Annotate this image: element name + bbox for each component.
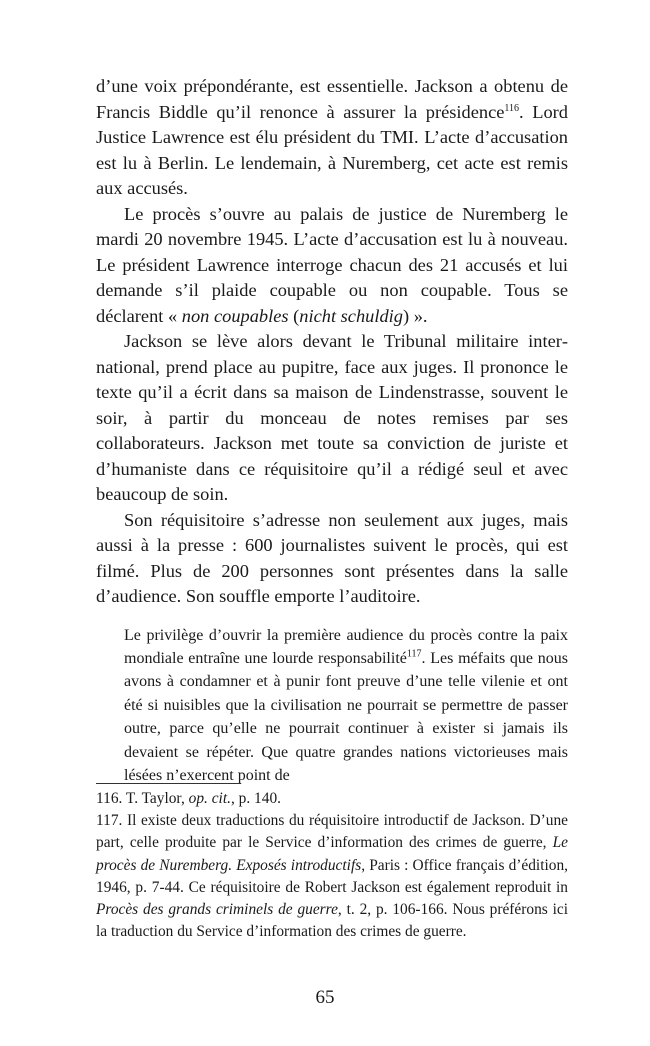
footnote-ref-116: 116: [504, 102, 520, 114]
footnote-117-text-c: , t. 2, p. 106-166. Nous préférons ici la traduction du Service d’information des crimes de guerre.: [96, 901, 568, 941]
paragraph-2-text-b: ) ».: [402, 305, 428, 326]
body-text: [96, 74, 568, 787]
footnote-ref-117: 117: [406, 648, 422, 660]
paragraph-1-text-b: . Lord Justice Lawrence est élu président du TMI. L’acte d’accusation est lu à Berlin. Le lendemain, à Nuremberg, cet acte est remis aux accusés.: [96, 101, 568, 198]
paragraph-3: Jackson se lève alors devant le Tribunal militaire international, prend place au pupitre, face aux juges. Il prononce le texte qu’il a écrit dans sa maison de Lindenstrasse, souvent le soir, à partir du monceau de notes remises par ses collaborateurs. Jackson met toute sa conviction de juriste et d’humaniste dans ce réquisitoire qu’il a rédigé seul et avec beaucoup de soin.: [96, 331, 568, 504]
paragraph-2-italic-2: nicht schuldig: [299, 305, 403, 326]
footnote-117: [96, 810, 568, 943]
paragraph-1: [96, 74, 568, 202]
footnote-116-italic: op. cit.: [188, 790, 231, 807]
paragraph-2-italic-1: non coupables: [181, 305, 289, 326]
paragraph-2: [96, 202, 568, 330]
paragraph-1-text-a: d’une voix prépondérante, est essentielle. Jackson a obtenu de Francis Biddle qu’il renonce à assurer la présidence: [96, 76, 568, 122]
footnote-117-italic-2: Procès des grands criminels de guerre: [96, 901, 338, 919]
page-number: 65: [315, 987, 335, 1008]
footnote-separator: [96, 783, 241, 784]
paragraph-2-text-mid: (: [288, 305, 300, 326]
paragraph-4: Son réquisitoire s’adresse non seulement aux juges, mais aussi à la presse : 600 journalistes suivent le procès, qui est filmé. Plus de 200 personnes sont présentes dans la salle d’audience. Son souffle emporte l’auditoire.: [96, 509, 568, 606]
footnotes: [96, 788, 568, 943]
quote-text-a: Le privilège d’ouvrir la première audience du procès contre la paix mondiale entraîne une lourde responsabilité: [124, 626, 568, 667]
quote-text-b: . Les méfaits que nous avons à condamner et à punir font preuve d’une telle vilenie et ont été si nuisibles que la civilisation ne pourrait se permettre de passer outre, parce qu’elle ne pourrait continuer à exister si jamais ils devaient se répéter. Que quatre grandes nations victorieuses mais lésées n’exercent point de: [124, 649, 568, 784]
footnote-116-text-a: 116. T. Taylor,: [96, 790, 189, 807]
footnote-116-text-b: , p. 140.: [230, 790, 281, 807]
footnote-116: [96, 788, 568, 810]
paragraph-2-text-a: Le procès s’ouvre au palais de justice de Nuremberg le mardi 20 novembre 1945. L’acte d’accusation est lu à nouveau. Le président Lawrence interroge chacun des 21 accusés et lui demande s’il plaide coupable ou non coupable. Tous se déclarent «: [96, 203, 568, 326]
footnote-117-italic-1: Le procès de Nuremberg. Exposés introductifs: [96, 834, 568, 874]
footnote-117-text-b: , Paris : Office français d’édition, 1946, p. 7-44. Ce réquisitoire de Robert Jackson est également reproduit in: [96, 856, 568, 896]
footnote-117-text-a: 117. Il existe deux traductions du réquisitoire introductif de Jackson. D’une part, celle produite par le Service d’information des crimes de guerre,: [96, 812, 568, 852]
block-quote: [124, 624, 568, 788]
